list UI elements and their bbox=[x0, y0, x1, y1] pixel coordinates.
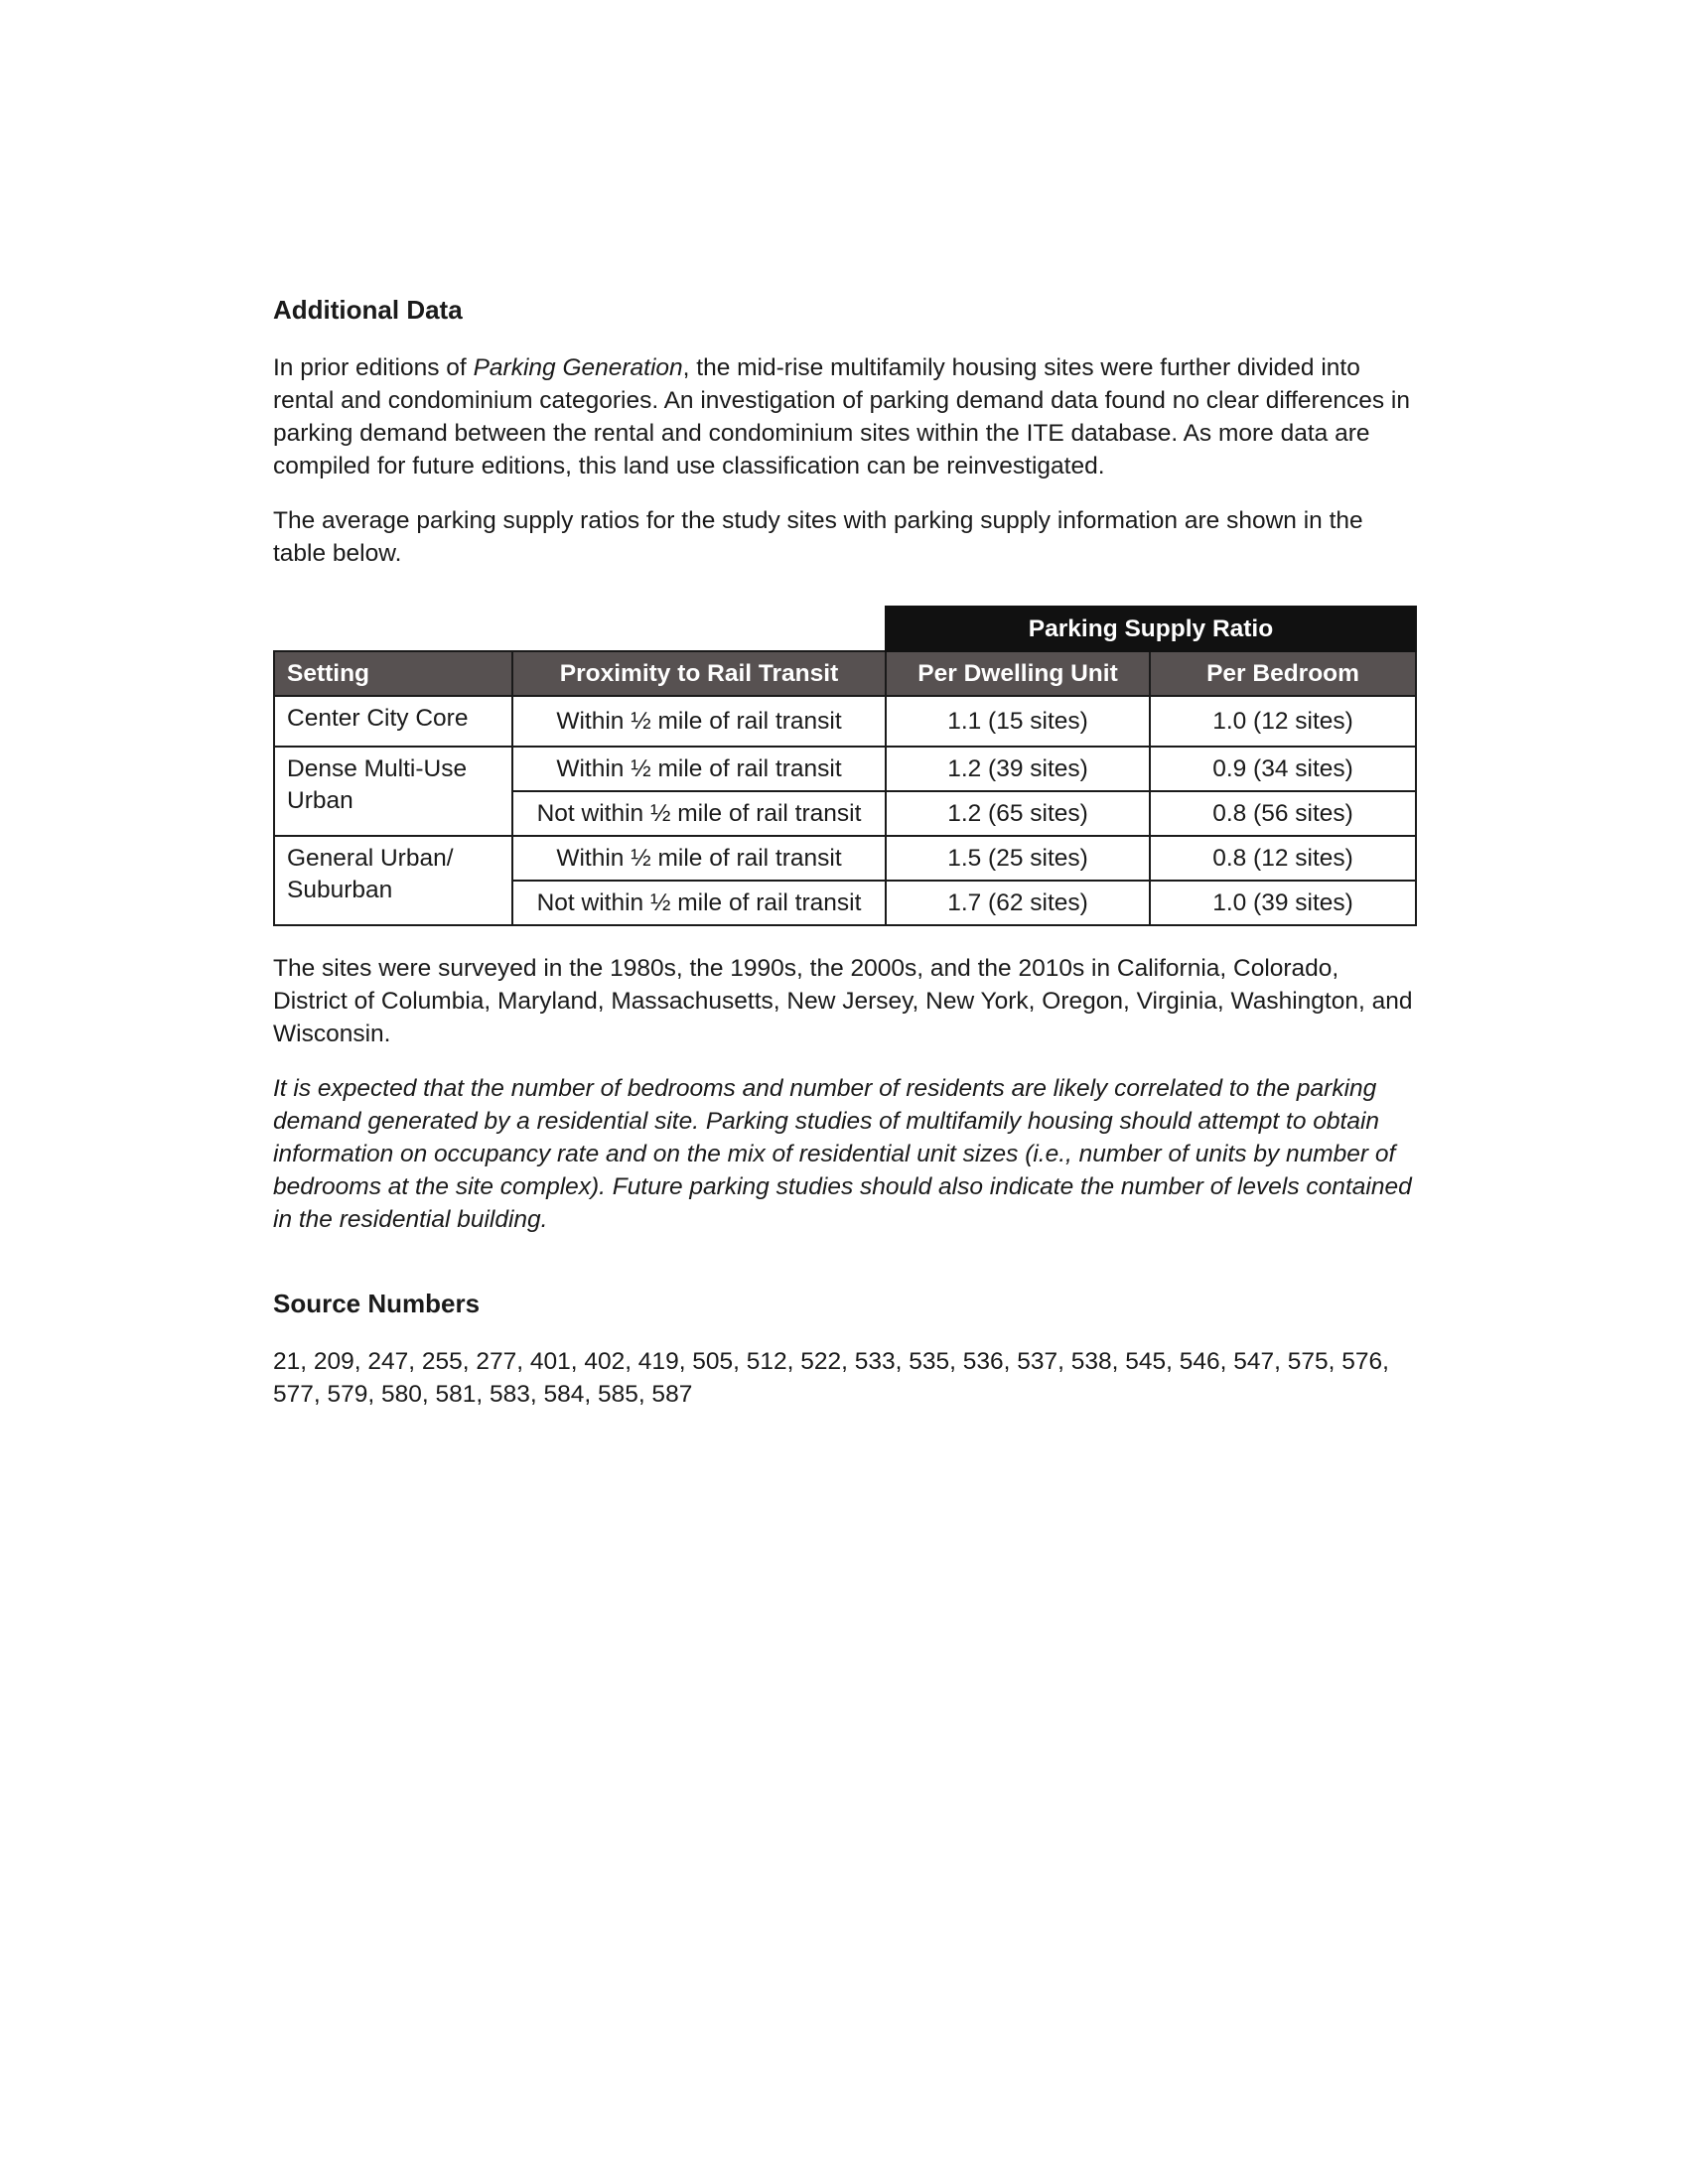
proximity-cell: Within ½ mile of rail transit bbox=[512, 747, 886, 791]
additional-data-heading: Additional Data bbox=[273, 295, 463, 325]
table-row bbox=[274, 747, 1416, 791]
source-numbers-list: 21, 209, 247, 255, 277, 401, 402, 419, 505, 512, 522, 533, 535, 536, 537, 538, 545, 546, 547, 575, 576, 577, 579, 580, 581, 583, 584, 585, 587 bbox=[273, 1348, 1389, 1408]
column-header-per-dwelling-unit: Per Dwelling Unit bbox=[886, 651, 1150, 696]
proximity-cell: Not within ½ mile of rail transit bbox=[512, 881, 886, 925]
setting-cell: Dense Multi-Use Urban bbox=[274, 747, 512, 836]
table-group-header-row bbox=[274, 607, 1416, 651]
per-dwelling-unit-cell: 1.5 (25 sites) bbox=[886, 836, 1150, 881]
setting-cell: Center City Core bbox=[274, 696, 512, 747]
parking-supply-ratio-header: Parking Supply Ratio bbox=[886, 607, 1416, 651]
per-bedroom-cell: 0.8 (56 sites) bbox=[1150, 791, 1416, 836]
setting-cell: General Urban/ Suburban bbox=[274, 836, 512, 925]
column-header-setting: Setting bbox=[274, 651, 512, 696]
intro-text-end: , the mid-rise multifamily housing sites were further divided into rental and condominium categories. An investigation of parking demand data found no clear differences in parking demand between the rental and condominium sites within the ITE database. As more data are compiled for future editions, this land use classification can be reinvestigated. bbox=[273, 354, 1410, 479]
per-bedroom-cell: 1.0 (12 sites) bbox=[1150, 696, 1416, 747]
survey-locations-paragraph: The sites were surveyed in the 1980s, the 1990s, the 2000s, and the 2010s in California, Colorado, District of Columbia, Maryland, Massachusetts, New Jersey, New York, Oregon, Virginia, Washington, and Wisconsin. bbox=[273, 955, 1413, 1047]
per-dwelling-unit-cell: 1.1 (15 sites) bbox=[886, 696, 1150, 747]
table-row bbox=[274, 696, 1416, 747]
proximity-cell: Not within ½ mile of rail transit bbox=[512, 791, 886, 836]
table-row bbox=[274, 836, 1416, 881]
per-bedroom-cell: 0.8 (12 sites) bbox=[1150, 836, 1416, 881]
publication-title: Parking Generation bbox=[473, 354, 683, 381]
intro-text-start: In prior editions of bbox=[273, 354, 474, 381]
document-page bbox=[273, 294, 1415, 1433]
per-bedroom-cell: 0.9 (34 sites) bbox=[1150, 747, 1416, 791]
intro-paragraph bbox=[273, 351, 1415, 482]
per-bedroom-cell: 1.0 (39 sites) bbox=[1150, 881, 1416, 925]
per-dwelling-unit-cell: 1.2 (65 sites) bbox=[886, 791, 1150, 836]
proximity-cell: Within ½ mile of rail transit bbox=[512, 836, 886, 881]
table-header-row bbox=[274, 651, 1416, 696]
parking-supply-table bbox=[273, 606, 1417, 926]
proximity-cell: Within ½ mile of rail transit bbox=[512, 696, 886, 747]
supply-ratio-paragraph: The average parking supply ratios for the study sites with parking supply information are shown in the table below. bbox=[273, 507, 1363, 567]
parking-supply-table-wrapper bbox=[273, 606, 1415, 926]
source-numbers-heading: Source Numbers bbox=[273, 1289, 481, 1318]
research-note-paragraph: It is expected that the number of bedrooms and number of residents are likely correlated to the parking demand generated by a residential site. Parking studies of multifamily housing should attempt to obtain information on occupancy rate and on the mix of residential unit sizes (i.e., number of units by number of bedrooms at the site complex). Future parking studies should also indicate the number of levels contained in the residential building. bbox=[273, 1075, 1412, 1233]
column-header-per-bedroom: Per Bedroom bbox=[1150, 651, 1416, 696]
column-header-proximity: Proximity to Rail Transit bbox=[512, 651, 886, 696]
table-group-header-spacer bbox=[274, 607, 886, 651]
per-dwelling-unit-cell: 1.7 (62 sites) bbox=[886, 881, 1150, 925]
per-dwelling-unit-cell: 1.2 (39 sites) bbox=[886, 747, 1150, 791]
